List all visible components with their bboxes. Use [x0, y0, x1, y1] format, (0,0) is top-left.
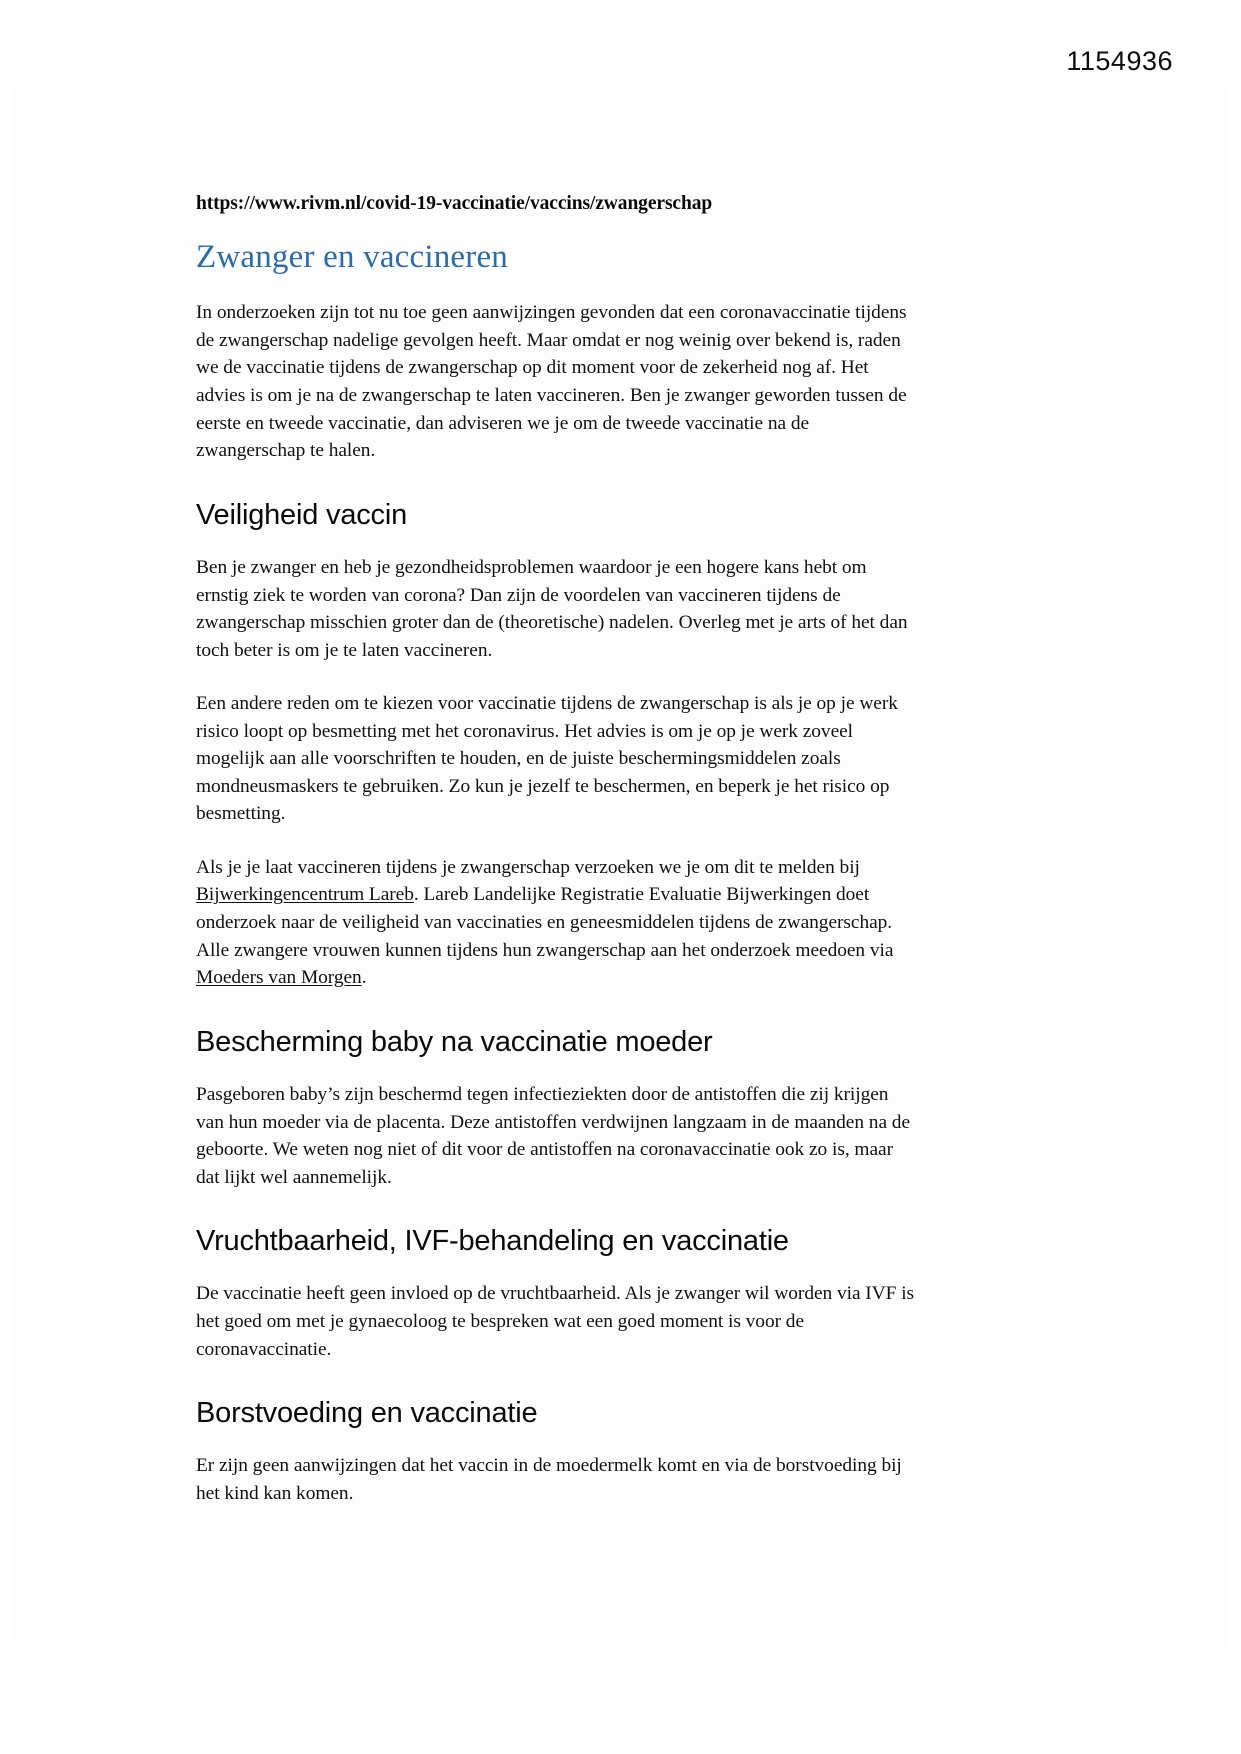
link-moeders-van-morgen[interactable]: Moeders van Morgen: [196, 967, 362, 989]
section-paragraph: De vaccinatie heeft geen invloed op de vruchtbaarheid. Als je zwanger wil worden via IVF is het goed om met je gynaecoloog te bespreken wat een goed moment is voor de coronavaccinatie.: [196, 1283, 915, 1360]
link-bijwerkingencentrum-lareb[interactable]: Bijwerkingencentrum Lareb: [196, 884, 414, 906]
section-paragraph: Er zijn geen aanwijzingen dat het vaccin in de moedermelk komt en via de borstvoeding bij het kind kan komen.: [196, 1455, 902, 1505]
section-heading-borstvoeding: Borstvoeding en vaccinatie: [196, 1397, 538, 1430]
page-title: Zwanger en vaccineren: [196, 239, 509, 276]
section-paragraph: Een andere reden om te kiezen voor vaccinatie tijdens de zwangerschap is als je op je werk risico loopt op besmetting met het coronavirus. Het advies is om je op je werk zoveel mogelijk aan alle voorschriften te houden, en de juiste beschermingsmiddelen zoals mondneusmaskers te gebruiken. Zo kun je jezelf te beschermen, en beperk je het risico op besmetting.: [196, 693, 898, 825]
source-url-header: https://www.rivm.nl/covid-19-vaccinatie/vaccins/zwangerschap: [196, 193, 713, 214]
section-heading-bescherming-baby: Bescherming baby na vaccinatie moeder: [196, 1025, 713, 1058]
lareb-link-paragraph: [196, 854, 918, 992]
section-heading-veiligheid-vaccin: Veiligheid vaccin: [196, 498, 408, 531]
page-number: 1154936: [1066, 46, 1173, 76]
document-content: [196, 192, 918, 1534]
section-paragraph: Ben je zwanger en heb je gezondheidsproblemen waardoor je een hogere kans hebt om ernstig ziek te worden van corona? Dan zijn de voordelen van vaccineren tijdens de zwangerschap misschien groter dan de (theoretische) nadelen. Overleg met je arts of het dan toch beter is om je te laten vaccineren.: [196, 556, 908, 661]
link-paragraph-text-part-2: . Lareb Landelijke Registratie Evaluatie Bijwerkingen doet onderzoek naar de veiligheid van vaccinaties en geneesmiddelen tijdens de zwangerschap. Alle zwangere vrouwen kunnen tijdens hun zwangerschap aan het onderzoek meedoen via: [196, 884, 894, 961]
section-heading-vruchtbaarheid-ivf: Vruchtbaarheid, IVF-behandeling en vaccinatie: [196, 1225, 789, 1258]
link-paragraph-text-part-3: .: [361, 967, 367, 989]
section-paragraph: Pasgeboren baby’s zijn beschermd tegen infectieziekten door de antistoffen die zij krijgen van hun moeder via de placenta. Deze antistoffen verdwijnen langzaam in de maanden na de geboorte. We weten nog niet of dit voor de antistoffen na coronavaccinatie ook zo is, maar dat lijkt wel aannemelijk.: [196, 1083, 911, 1188]
link-paragraph-text-part-1: Als je je laat vaccineren tijdens je zwangerschap verzoeken we je om dit te melden bij: [196, 856, 860, 878]
intro-paragraph: In onderzoeken zijn tot nu toe geen aanwijzingen gevonden dat een coronavaccinatie tijdens de zwangerschap nadelige gevolgen heeft. Maar omdat er nog weinig over bekend is, raden we de vaccinatie tijdens de zwangerschap op dit moment voor de zekerheid nog af. Het advies is om je na de zwangerschap te laten vaccineren. Ben je zwanger geworden tussen de eerste en tweede vaccinatie, dan adviseren we je om de tweede vaccinatie na de zwangerschap te halen.: [196, 302, 907, 462]
